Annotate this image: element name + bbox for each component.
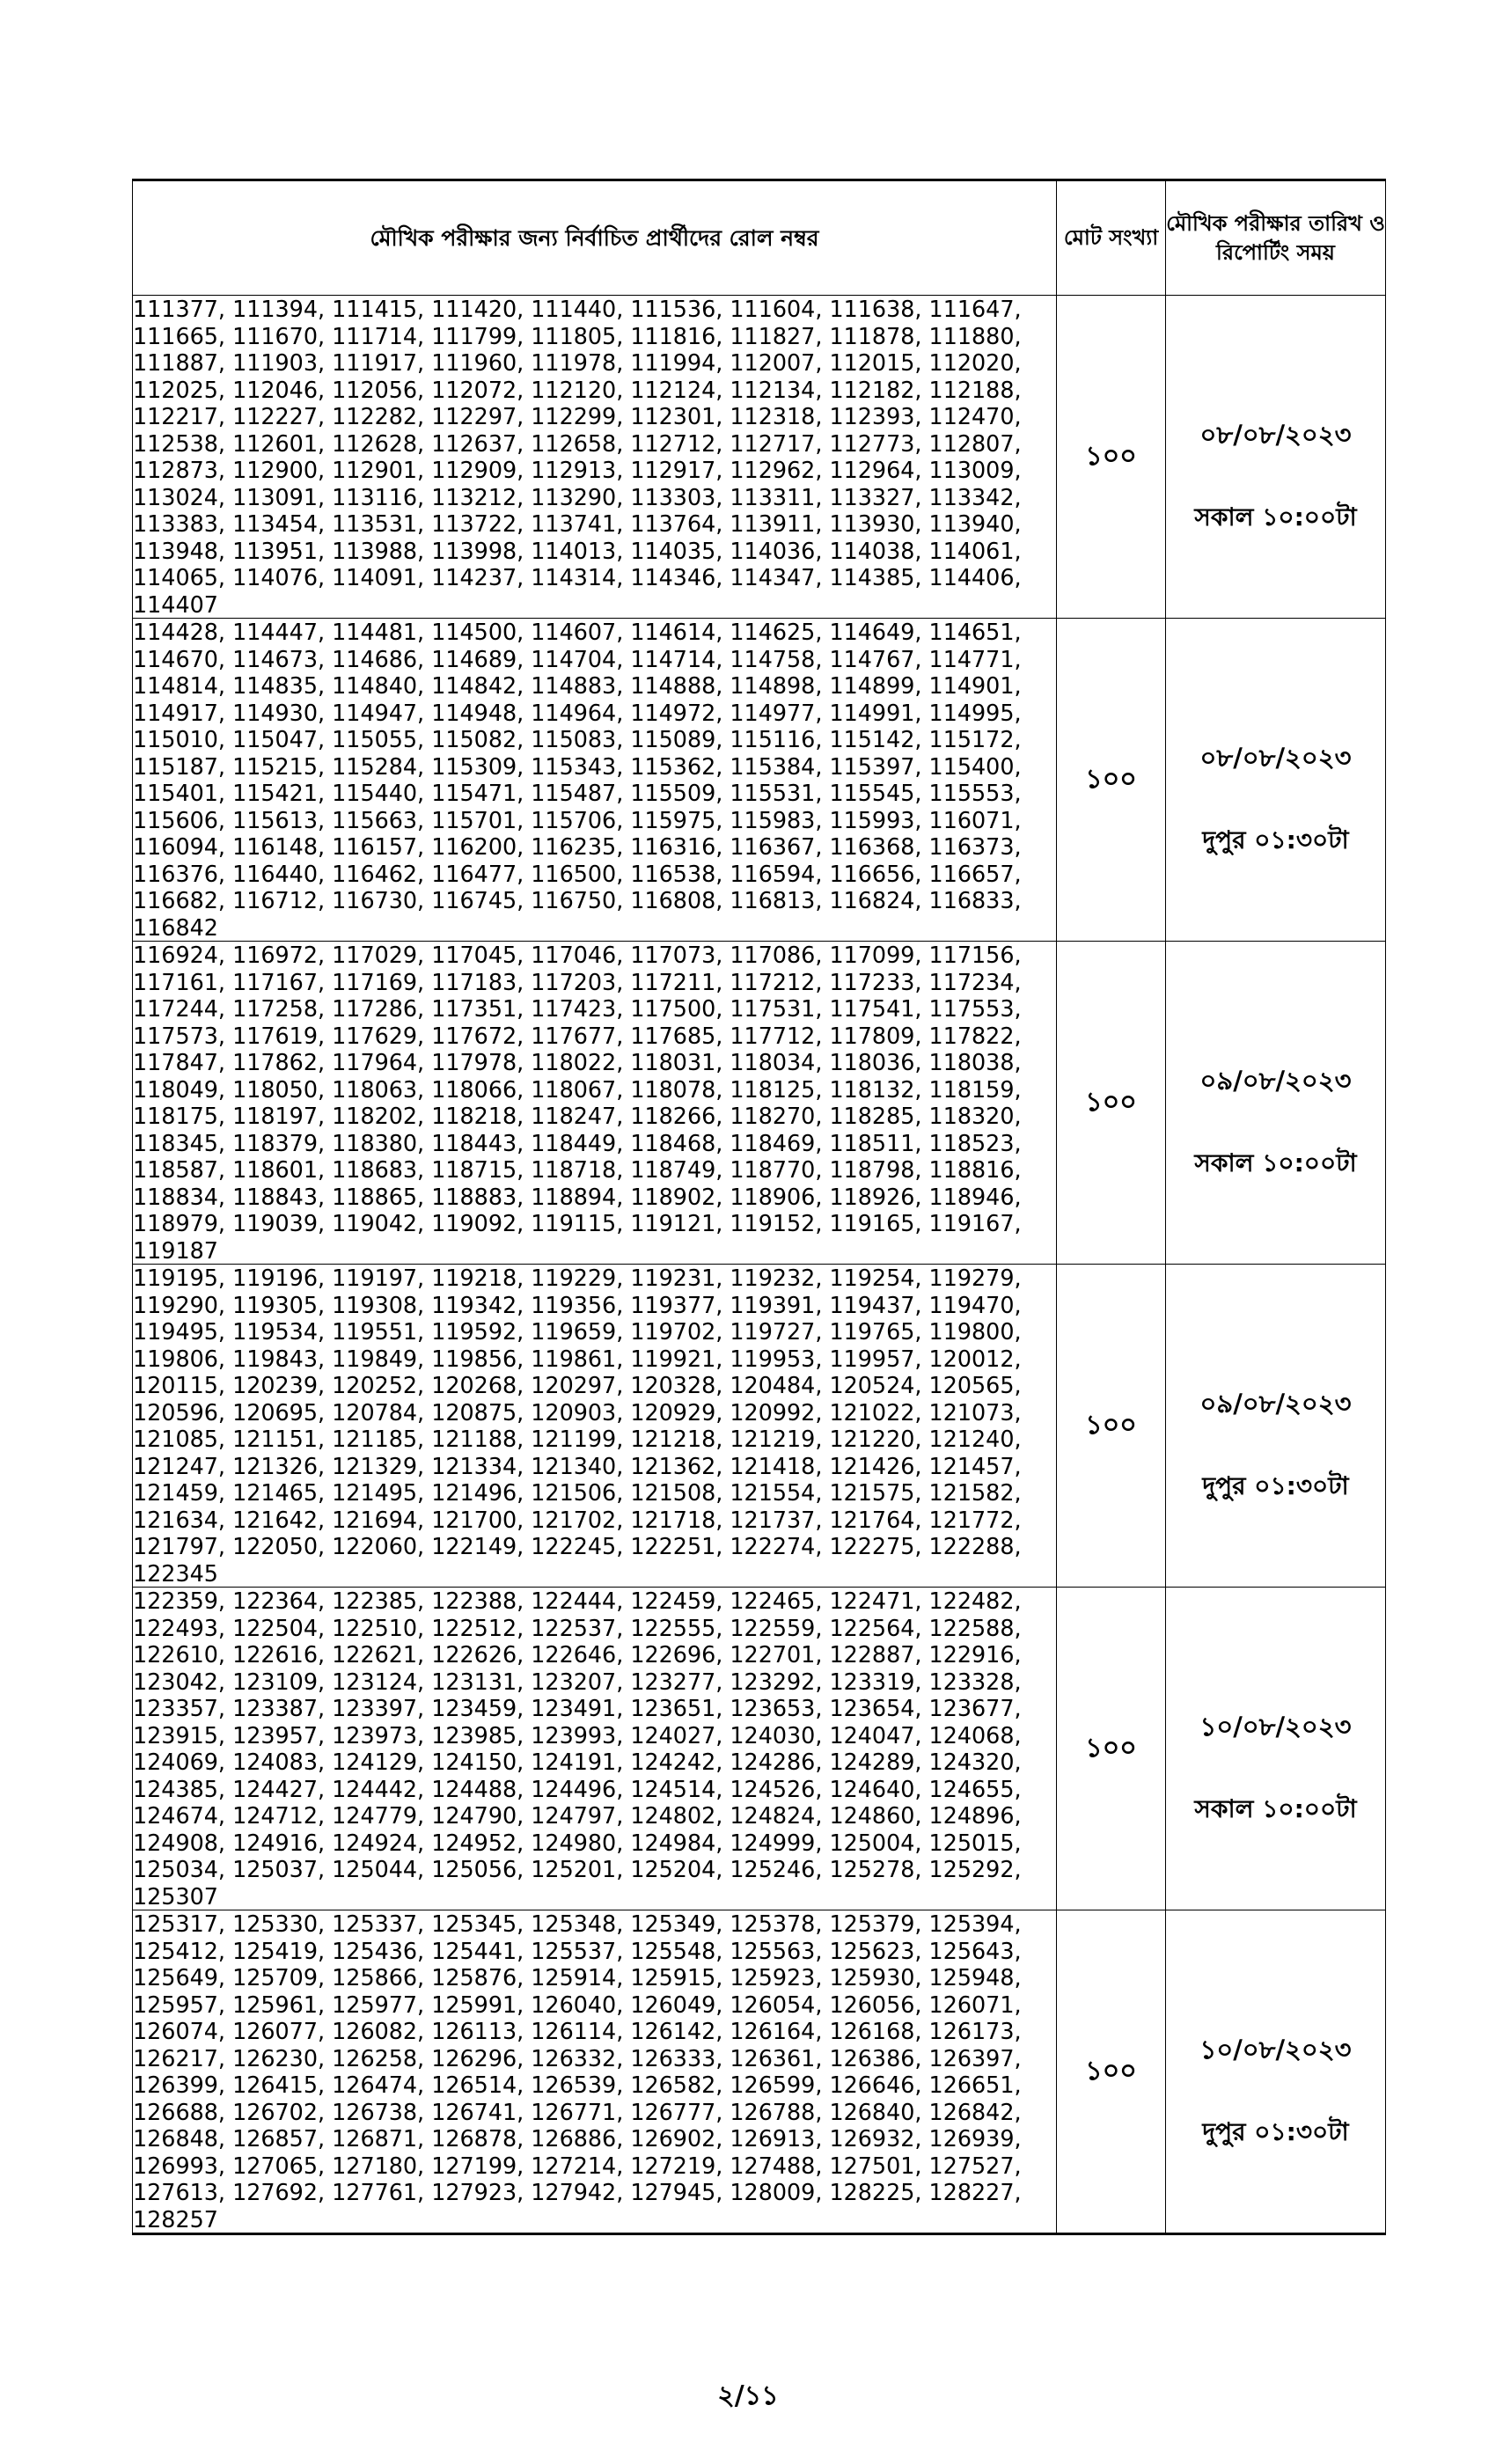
viva-schedule-table bbox=[132, 179, 1386, 2235]
table-row bbox=[133, 296, 1386, 619]
header-date-time: মৌখিক পরীক্ষার তারিখ ও রিপোর্টিং সময় bbox=[1166, 180, 1386, 296]
table-header-row bbox=[133, 180, 1386, 296]
table-row bbox=[133, 1265, 1386, 1588]
exam-date: ০৯/০৮/২০২৩ bbox=[1199, 1065, 1352, 1096]
table-row bbox=[133, 1910, 1386, 2234]
header-total-count: মোট সংখ্যা bbox=[1057, 180, 1166, 296]
schedule-cell bbox=[1166, 1910, 1386, 2234]
roll-numbers-cell: 119195, 119196, 119197, 119218, 119229, 119231, 119232, 119254, 119279, 119290, 119305, 119308, 119342, 119356, 119377, 119391, 119437, 119470, 119495, 119534, 119551, 119592, 119659, 119702, 119727, 119765, 119800, 119806, 119843, 119849, 119856, 119861, 119921, 119953, 119957, 120012, 120115, 120239, 120252, 120268, 120297, 120328, 120484, 120524, 120565, 120596, 120695, 120784, 120875, 120903, 120929, 120992, 121022, 121073, 121085, 121151, 121185, 121188, 121199, 121218, 121219, 121220, 121240, 121247, 121326, 121329, 121334, 121340, 121362, 121418, 121426, 121457, 121459, 121465, 121495, 121496, 121506, 121508, 121554, 121575, 121582, 121634, 121642, 121694, 121700, 121702, 121718, 121737, 121764, 121772, 121797, 122050, 122060, 122149, 122245, 122251, 122274, 122275, 122288, 122345 bbox=[133, 1265, 1057, 1588]
total-count-cell: ১০০ bbox=[1057, 1265, 1166, 1588]
exam-date: ০৮/০৮/২০২৩ bbox=[1199, 742, 1352, 773]
roll-numbers-cell: 116924, 116972, 117029, 117045, 117046, 117073, 117086, 117099, 117156, 117161, 117167, 117169, 117183, 117203, 117211, 117212, 117233, 117234, 117244, 117258, 117286, 117351, 117423, 117500, 117531, 117541, 117553, 117573, 117619, 117629, 117672, 117677, 117685, 117712, 117809, 117822, 117847, 117862, 117964, 117978, 118022, 118031, 118034, 118036, 118038, 118049, 118050, 118063, 118066, 118067, 118078, 118125, 118132, 118159, 118175, 118197, 118202, 118218, 118247, 118266, 118270, 118285, 118320, 118345, 118379, 118380, 118443, 118449, 118468, 118469, 118511, 118523, 118587, 118601, 118683, 118715, 118718, 118749, 118770, 118798, 118816, 118834, 118843, 118865, 118883, 118894, 118902, 118906, 118926, 118946, 118979, 119039, 119042, 119092, 119115, 119121, 119152, 119165, 119167, 119187 bbox=[133, 942, 1057, 1265]
table-row bbox=[133, 1588, 1386, 1910]
total-count-cell: ১০০ bbox=[1057, 619, 1166, 942]
exam-date: ০৯/০৮/২০২৩ bbox=[1199, 1388, 1352, 1419]
exam-date: ১০/০৮/২০২৩ bbox=[1199, 1711, 1352, 1742]
total-count-cell: ১০০ bbox=[1057, 942, 1166, 1265]
roll-numbers-cell: 122359, 122364, 122385, 122388, 122444, 122459, 122465, 122471, 122482, 122493, 122504, 122510, 122512, 122537, 122555, 122559, 122564, 122588, 122610, 122616, 122621, 122626, 122646, 122696, 122701, 122887, 122916, 123042, 123109, 123124, 123131, 123207, 123277, 123292, 123319, 123328, 123357, 123387, 123397, 123459, 123491, 123651, 123653, 123654, 123677, 123915, 123957, 123973, 123985, 123993, 124027, 124030, 124047, 124068, 124069, 124083, 124129, 124150, 124191, 124242, 124286, 124289, 124320, 124385, 124427, 124442, 124488, 124496, 124514, 124526, 124640, 124655, 124674, 124712, 124779, 124790, 124797, 124802, 124824, 124860, 124896, 124908, 124916, 124924, 124952, 124980, 124984, 124999, 125004, 125015, 125034, 125037, 125044, 125056, 125201, 125204, 125246, 125278, 125292, 125307 bbox=[133, 1588, 1057, 1910]
page-number: ২/১১ bbox=[717, 2380, 779, 2411]
total-count-cell: ১০০ bbox=[1057, 296, 1166, 619]
reporting-time: সকাল ১০:০০টা bbox=[1194, 502, 1357, 532]
total-count-cell: ১০০ bbox=[1057, 1910, 1166, 2234]
table-row bbox=[133, 619, 1386, 942]
header-roll-numbers: মৌখিক পরীক্ষার জন্য নির্বাচিত প্রার্থীদের রোল নম্বর bbox=[133, 180, 1057, 296]
schedule-cell bbox=[1166, 1265, 1386, 1588]
reporting-time: দুপুর ০১:৩০টা bbox=[1202, 825, 1349, 854]
reporting-time: দুপুর ০১:৩০টা bbox=[1202, 1470, 1349, 1500]
roll-numbers-cell: 114428, 114447, 114481, 114500, 114607, 114614, 114625, 114649, 114651, 114670, 114673, 114686, 114689, 114704, 114714, 114758, 114767, 114771, 114814, 114835, 114840, 114842, 114883, 114888, 114898, 114899, 114901, 114917, 114930, 114947, 114948, 114964, 114972, 114977, 114991, 114995, 115010, 115047, 115055, 115082, 115083, 115089, 115116, 115142, 115172, 115187, 115215, 115284, 115309, 115343, 115362, 115384, 115397, 115400, 115401, 115421, 115440, 115471, 115487, 115509, 115531, 115545, 115553, 115606, 115613, 115663, 115701, 115706, 115975, 115983, 115993, 116071, 116094, 116148, 116157, 116200, 116235, 116316, 116367, 116368, 116373, 116376, 116440, 116462, 116477, 116500, 116538, 116594, 116656, 116657, 116682, 116712, 116730, 116745, 116750, 116808, 116813, 116824, 116833, 116842 bbox=[133, 619, 1057, 942]
reporting-time: দুপুর ০১:৩০টা bbox=[1202, 2116, 1349, 2146]
reporting-time: সকাল ১০:০০টা bbox=[1194, 1793, 1357, 1823]
total-count-cell: ১০০ bbox=[1057, 1588, 1166, 1910]
table-row bbox=[133, 942, 1386, 1265]
reporting-time: সকাল ১০:০০টা bbox=[1194, 1148, 1357, 1177]
roll-numbers-cell: 111377, 111394, 111415, 111420, 111440, 111536, 111604, 111638, 111647, 111665, 111670, 111714, 111799, 111805, 111816, 111827, 111878, 111880, 111887, 111903, 111917, 111960, 111978, 111994, 112007, 112015, 112020, 112025, 112046, 112056, 112072, 112120, 112124, 112134, 112182, 112188, 112217, 112227, 112282, 112297, 112299, 112301, 112318, 112393, 112470, 112538, 112601, 112628, 112637, 112658, 112712, 112717, 112773, 112807, 112873, 112900, 112901, 112909, 112913, 112917, 112962, 112964, 113009, 113024, 113091, 113116, 113212, 113290, 113303, 113311, 113327, 113342, 113383, 113454, 113531, 113722, 113741, 113764, 113911, 113930, 113940, 113948, 113951, 113988, 113998, 114013, 114035, 114036, 114038, 114061, 114065, 114076, 114091, 114237, 114314, 114346, 114347, 114385, 114406, 114407 bbox=[133, 296, 1057, 619]
exam-date: ০৮/০৮/২০২৩ bbox=[1199, 419, 1352, 450]
schedule-cell bbox=[1166, 296, 1386, 619]
schedule-cell bbox=[1166, 619, 1386, 942]
schedule-cell bbox=[1166, 1588, 1386, 1910]
schedule-cell bbox=[1166, 942, 1386, 1265]
exam-date: ১০/০৮/২০২৩ bbox=[1199, 2034, 1352, 2064]
roll-numbers-cell: 125317, 125330, 125337, 125345, 125348, 125349, 125378, 125379, 125394, 125412, 125419, 125436, 125441, 125537, 125548, 125563, 125623, 125643, 125649, 125709, 125866, 125876, 125914, 125915, 125923, 125930, 125948, 125957, 125961, 125977, 125991, 126040, 126049, 126054, 126056, 126071, 126074, 126077, 126082, 126113, 126114, 126142, 126164, 126168, 126173, 126217, 126230, 126258, 126296, 126332, 126333, 126361, 126386, 126397, 126399, 126415, 126474, 126514, 126539, 126582, 126599, 126646, 126651, 126688, 126702, 126738, 126741, 126771, 126777, 126788, 126840, 126842, 126848, 126857, 126871, 126878, 126886, 126902, 126913, 126932, 126939, 126993, 127065, 127180, 127199, 127214, 127219, 127488, 127501, 127527, 127613, 127692, 127761, 127923, 127942, 127945, 128009, 128225, 128227, 128257 bbox=[133, 1910, 1057, 2234]
